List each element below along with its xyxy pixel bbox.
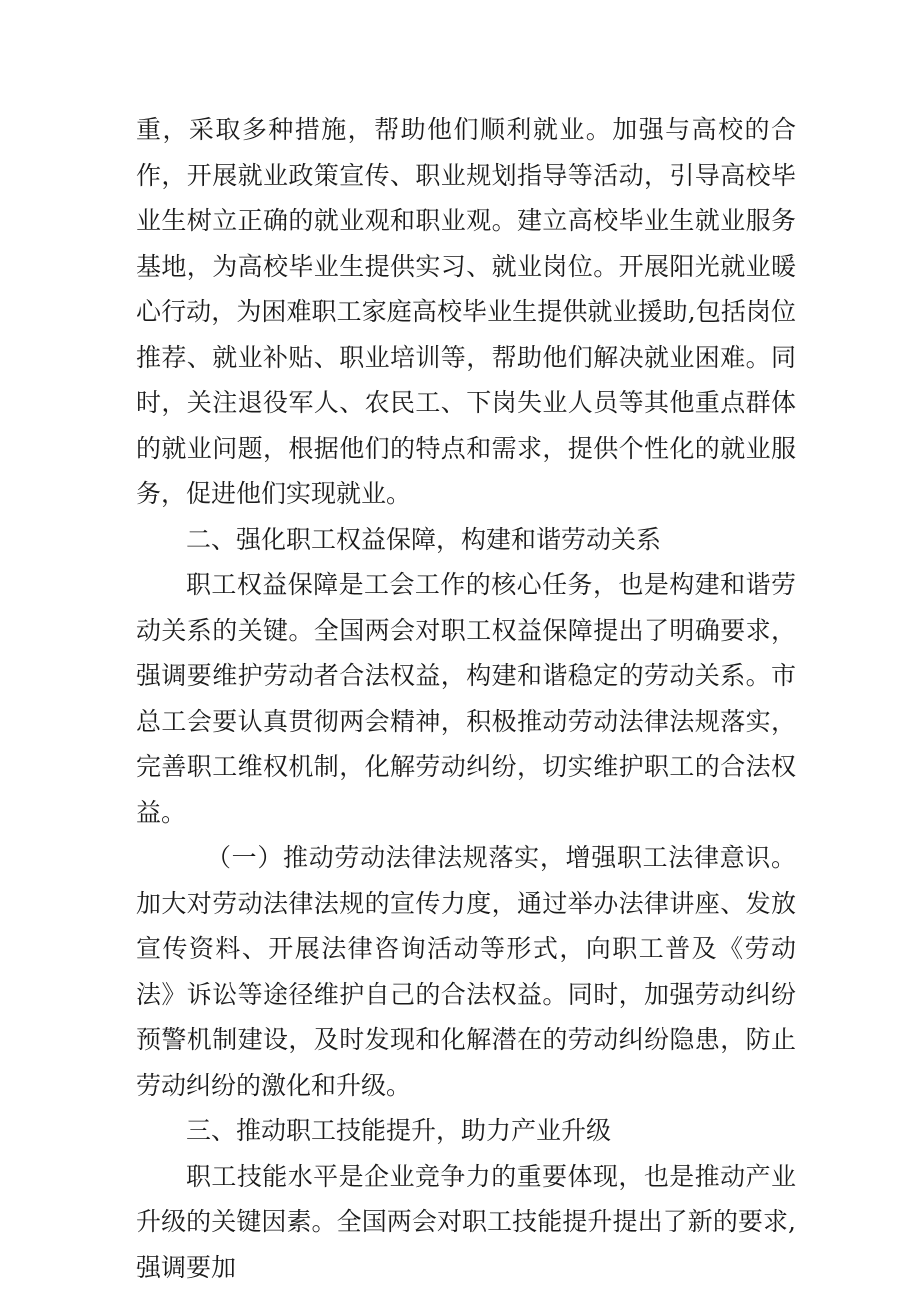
paragraph-rights-protection: 职工权益保障是工会工作的核心任务，也是构建和谐劳动关系的关键。全国两会对职工权益保障提出了明确要求，强调要维护劳动者合法权益，构建和谐稳定的劳动关系。市总工会要认真贯彻两会精神，积极推动劳动法律法规落实，完善职工维权机制，化解劳动纠纷，切实维护职工的合法权益。	[136, 570, 796, 827]
paragraph-labor-law: （一）推动劳动法律法规落实，增强职工法律意识。加大对劳动法律法规的宣传力度，通过举办法律讲座、发放宣传资料、开展法律咨询活动等形式，向职工普及《劳动法》诉讼等途径维护自己的合法权益。同时，加强劳动纠纷预警机制建设，及时发现和化解潜在的劳动纠纷隐患，防止劳动纠纷的激化和升级。	[136, 843, 796, 1100]
paragraph-skills: 职工技能水平是企业竞争力的重要体现，也是推动产业升级的关键因素。全国两会对职工技能提升提出了新的要求,强调要加	[136, 1161, 796, 1282]
document-body	[136, 107, 796, 1290]
section-heading-2: 二、强化职工权益保障，构建和谐劳动关系	[186, 524, 662, 554]
paragraph-continuation: 重，采取多种措施，帮助他们顺利就业。加强与高校的合作，开展就业政策宣传、职业规划指导等活动，引导高校毕业生树立正确的就业观和职业观。建立高校毕业生就业服务基地，为高校毕业生提供实习、就业岗位。开展阳光就业暖心行动，为困难职工家庭高校毕业生提供就业援助,包括岗位推荐、就业补贴、职业培训等，帮助他们解决就业困难。同时，关注退役军人、农民工、下岗失业人员等其他重点群体的就业问题，根据他们的特点和需求，提供个性化的就业服务，促进他们实现就业。	[136, 115, 796, 508]
section-heading-3: 三、推动职工技能提升，助力产业升级	[186, 1116, 612, 1145]
